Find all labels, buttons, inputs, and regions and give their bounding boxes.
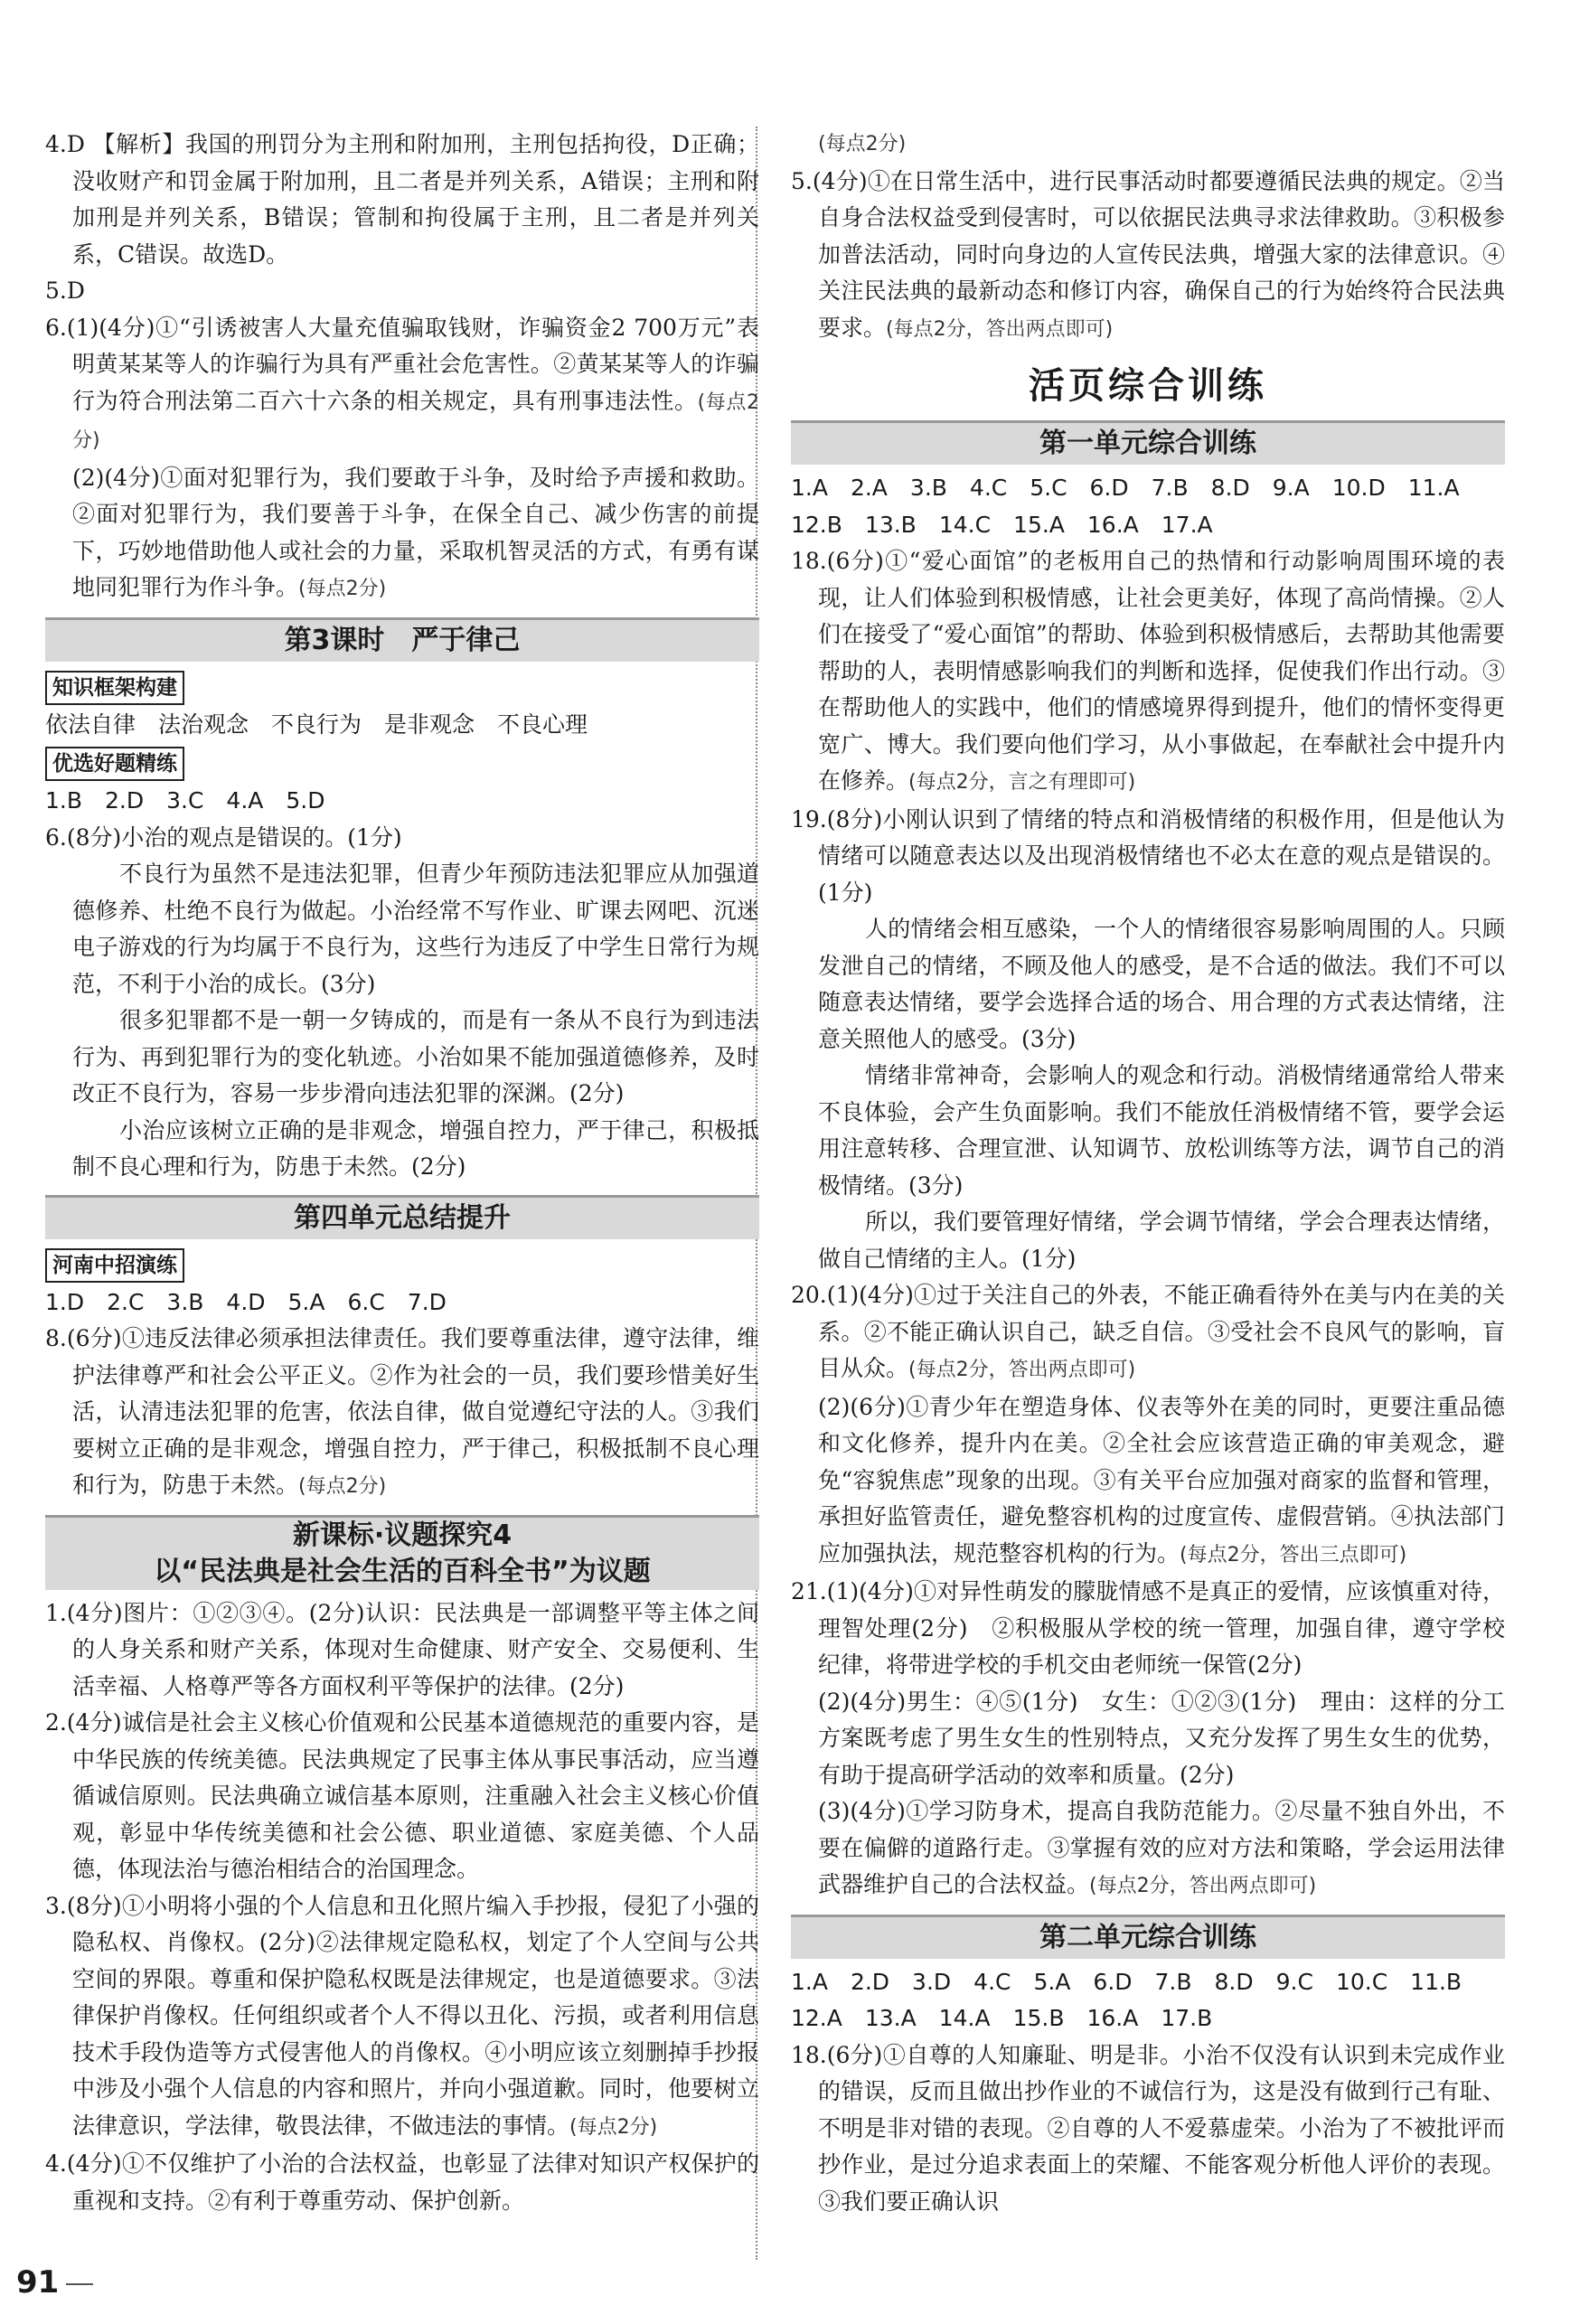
left-column — [45, 127, 759, 2219]
framework-line: 依法自律 法治观念 不良行为 是非观念 不良心理 — [45, 710, 588, 738]
score-note: (每点2分) — [298, 578, 387, 600]
score-note: (每点2分，答出两点即可) — [886, 317, 1114, 341]
topic-title — [45, 1515, 759, 1590]
unit-1-q19-para: 人的情绪会相互感染，一个人的情绪很容易影响周围的人。只顾发泄自己的情绪，不顾及他人的感受，是不合适的做法。我们不可以随意表达情绪，要学会选择合适的场合、用合理的方式表达情绪，注意关照他人的感受。(3分) — [818, 916, 1505, 1052]
unit-1-q20-1: 20.(1)(4分)①过于关注自己的外表，不能正确看待外在美与内在美的关系。②不能正确认识自己，缺乏自信。③受社会不良风气的影响，盲目从众。(每点2分，答出两点即可) — [791, 1282, 1505, 1381]
topic-5: 5.(4分)①在日常生活中，进行民事活动时都要遵循民法典的规定。②当自身合法权益受到侵害时，可以依据民法典寻求法律救助。③积极参加普法活动，同时向身边的人宣传民法典，增强大家的法律意识。④关注民法典的最新动态和修订内容，确保自己的行为始终符合民法典要求。(每点2分，答出两点即可) — [791, 167, 1505, 341]
unit-2-q18: 18.(6分)①自尊的人知廉耻、明是非。小治不仅没有认识到未完成作业的错误，反而且做出抄作业的不诚信行为，这是没有做到行己有耻、不明是非对错的表现。②自尊的人不爱慕虚荣。小治为了不被批评而抄作业，是过分追求表面上的荣耀、不能客观分析他人评价的表现。③我们要正确认识 — [791, 2041, 1505, 2215]
answer-6-2: (2)(4分)①面对犯罪行为，我们要敢于斗争，及时给予声援和救助。②面对犯罪行为，我们要善于斗争，在保全自己、减少伤害的前提下，巧妙地借助他人或社会的力量，采取机智灵活的方式，有勇有谋地同犯罪行为作斗争。(每点2分) — [72, 464, 759, 600]
topic-title-line1: 新课标·议题探究4 — [292, 1519, 513, 1551]
answer-5: 5.D — [45, 278, 85, 304]
lesson-3-title: 第3课时 严于律己 — [45, 617, 759, 662]
unit-1-q20-2: (2)(6分)①青少年在塑造身体、仪表等外在美的同时，更要注重品德和文化修养，提升内在美。②全社会应该营造正确的审美观念，避免“容貌焦虑”现象的出现。③有关平台应加强对商家的监督和管理，承担好监管责任，避免整容机构的过度宣传、虚假营销。④执法部门应加强执法，规范整容机构的行为。(每点2分，答出三点即可) — [818, 1393, 1505, 1567]
unit-4-title: 第四单元总结提升 — [45, 1195, 759, 1239]
unit-1-title: 第一单元综合训练 — [791, 420, 1505, 465]
unit-1-q21-1: 21.(1)(4分)①对异性萌发的朦胧情感不是真正的爱情，应该慎重对待，理智处理(2分) ②积极服从学校的统一管理，加强自律，遵守学校纪律，将带进学校的手机交由老师统一保管(2分) — [791, 1578, 1505, 1678]
selected-6-para: 小治应该树立正确的是非观念，增强自控力，严于律己，积极抵制不良心理和行为，防患于未然。(2分) — [72, 1116, 759, 1180]
score-note: (每点2分) — [569, 2115, 658, 2139]
topic-3: 3.(8分)①小明将小强的个人信息和丑化照片编入手抄报，侵犯了小强的隐私权、肖像权。(2分)②法律规定隐私权，划定了个人空间与公共空间的界限。尊重和保护隐私权既是法律规定，也是道德要求。③法律保护肖像权。任何组织或者个人不得以丑化、污损，或者利用信息技术手段伪造等方式侵害他人的肖像权。④小明应该立刻删掉手抄报中涉及小强个人信息的内容和照片，并向小强道歉。同时，他要树立法律意识，学法律，敬畏法律，不做违法的事情。(每点2分) — [45, 1892, 759, 2139]
score-note: (每点2分) — [72, 390, 759, 452]
score-note: (每点2分，答出两点即可) — [1089, 1875, 1317, 1897]
selected-6-para: 不良行为虽然不是违法犯罪，但青少年预防违法犯罪应从加强道德修养、杜绝不良行为做起。小治经常不写作业、旷课去网吧、沉迷电子游戏的行为均属于不良行为，这些行为违反了中学生日常行为规范，不利于小治的成长。(3分) — [72, 861, 759, 997]
score-note: (每点2分，言之有理即可) — [908, 771, 1136, 794]
unit-1-q21-2: (2)(4分)男生：④⑤(1分) 女生：①②③(1分) 理由：这样的分工方案既考虑了男生女生的性别特点，又充分发挥了男生女生的优势，有助于提高研学活动的效率和质量。(2分) — [818, 1688, 1505, 1788]
right-column — [791, 127, 1505, 2220]
unit-2-title: 第二单元综合训练 — [791, 1915, 1505, 1959]
unit-1-answers: 12.B 13.B 14.C 15.A 16.A 17.A — [791, 511, 1213, 538]
unit-1-q19-head: 19.(8分)小刚认识到了情绪的特点和消极情绪的积极作用，但是他认为情绪可以随意表达以及出现消极情绪也不必太在意的观点是错误的。(1分) — [791, 805, 1505, 906]
unit-2-answers: 1.A 2.D 3.D 4.C 5.A 6.D 7.B 8.D 9.C 10.C 11.B — [791, 1968, 1462, 1995]
henan-answers: 1.D 2.C 3.B 4.D 5.A 6.C 7.D — [45, 1288, 447, 1315]
selected-6-para: 很多犯罪都不是一朝一夕铸成的，而是有一条从不良行为到违法行为、再到犯罪行为的变化轨迹。小治如果不能加强道德修养，及时改正不良行为，容易一步步滑向违法犯罪的深渊。(2分) — [72, 1007, 759, 1106]
score-note: (每点2分) — [818, 133, 907, 155]
score-note: (每点2分) — [298, 1475, 387, 1498]
score-note: (每点2分，答出两点即可) — [908, 1359, 1136, 1381]
unit-1-q19-para: 情绪非常神奇，会影响人的观念和行动。消极情绪通常给人带来不良体验，会产生负面影响。我们不能放任消极情绪不管，要学会运用注意转移、合理宣泄、认知调节、放松训练等方法，调节自己的消极情绪。(3分) — [818, 1062, 1505, 1199]
tag-framework: 知识框架构建 — [45, 671, 184, 705]
topic-1: 1.(4分)图片：①②③④。(2分)认识：民法典是一部调整平等主体之间的人身关系和财产关系，体现对生命健康、财产安全、交易便利、生活幸福、人格尊严等各方面权利平等保护的法律。(2分) — [45, 1599, 759, 1699]
tag-henan: 河南中招演练 — [45, 1248, 184, 1283]
page-number: 91 — [16, 2264, 93, 2300]
henan-8: 8.(6分)①违反法律必须承担法律责任。我们要尊重法律，遵守法律，维护法律尊严和社会公平正义。②作为社会的一员，我们要珍惜美好生活，认清违法犯罪的危害，依法自律，做自觉遵纪守法的人。③我们要树立正确的是非观念，增强自控力，严于律己，积极抵制不良心理和行为，防患于未然。(每点2分) — [45, 1325, 759, 1498]
topic-title-line2: 以“民法典是社会生活的百科全书”为议题 — [154, 1555, 651, 1587]
unit-1-q19-para: 所以，我们要管理好情绪，学会调节情绪，学会合理表达情绪，做自己情绪的主人。(1分) — [818, 1209, 1505, 1272]
answer-4: 4.D 【解析】我国的刑罚分为主刑和附加刑，主刑包括拘役，D正确；没收财产和罚金属于附加刑，且二者是并列关系，A错误；主刑和附加刑是并列关系，B错误；管制和拘役属于主刑，且二者是并列关系，C错误。故选D。 — [45, 131, 759, 268]
tag-selected: 优选好题精练 — [45, 747, 184, 781]
unit-1-answers: 1.A 2.A 3.B 4.C 5.C 6.D 7.B 8.D 9.A 10.D 11.A — [791, 475, 1460, 501]
unit-1-q18: 18.(6分)①“爱心面馆”的老板用自己的热情和行动影响周围环境的表现，让人们体验到积极情感，让社会更美好，体现了高尚情操。②人们在接受了“爱心面馆”的帮助、体验到积极情感后，去帮助其他需要帮助的人，表明情感影响我们的判断和选择，促使我们作出行动。③在帮助他人的实践中，他们的情感境界得到提升，他们的情怀变得更宽广、博大。我们要向他们学习，从小事做起，在奉献社会中提升内在修养。(每点2分，言之有理即可) — [791, 548, 1505, 794]
topic-4: 4.(4分)①不仅维护了小治的合法权益，也彰显了法律对知识产权保护的重视和支持。②有利于尊重劳动、保护创新。 — [45, 2150, 759, 2214]
topic-2: 2.(4分)诚信是社会主义核心价值观和公民基本道德规范的重要内容，是中华民族的传统美德。民法典规定了民事主体从事民事活动，应当遵循诚信原则。民法典确立诚信基本原则，注重融入社会主义核心价值观，彰显中华传统美德和社会公德、职业道德、家庭美德、个人品德，体现法治与德治相结合的治国理念。 — [45, 1709, 759, 1882]
unit-1-q21-3: (3)(4分)①学习防身术，提高自我防范能力。②尽量不独自外出，不要在偏僻的道路行走。③掌握有效的应对方法和策略，学会运用法律武器维护自己的合法权益。(每点2分，答出两点即可) — [818, 1798, 1505, 1897]
answer-6-1: 6.(1)(4分)①“引诱被害人大量充值骗取钱财，诈骗资金2 700万元”表明黄某某等人的诈骗行为具有严重社会危害性。②黄某某等人的诈骗行为符合刑法第二百六十六条的相关规定，具有刑事违法性。(每点2分) — [45, 314, 759, 452]
unit-2-answers: 12.A 13.A 14.A 15.B 16.A 17.B — [791, 2005, 1213, 2031]
selected-answers: 1.B 2.D 3.C 4.A 5.D — [45, 787, 325, 814]
score-note: (每点2分，答出三点即可) — [1180, 1543, 1407, 1567]
section-title: 活页综合训练 — [1029, 365, 1267, 407]
selected-6-head: 6.(8分)小治的观点是错误的。(1分) — [45, 823, 402, 851]
